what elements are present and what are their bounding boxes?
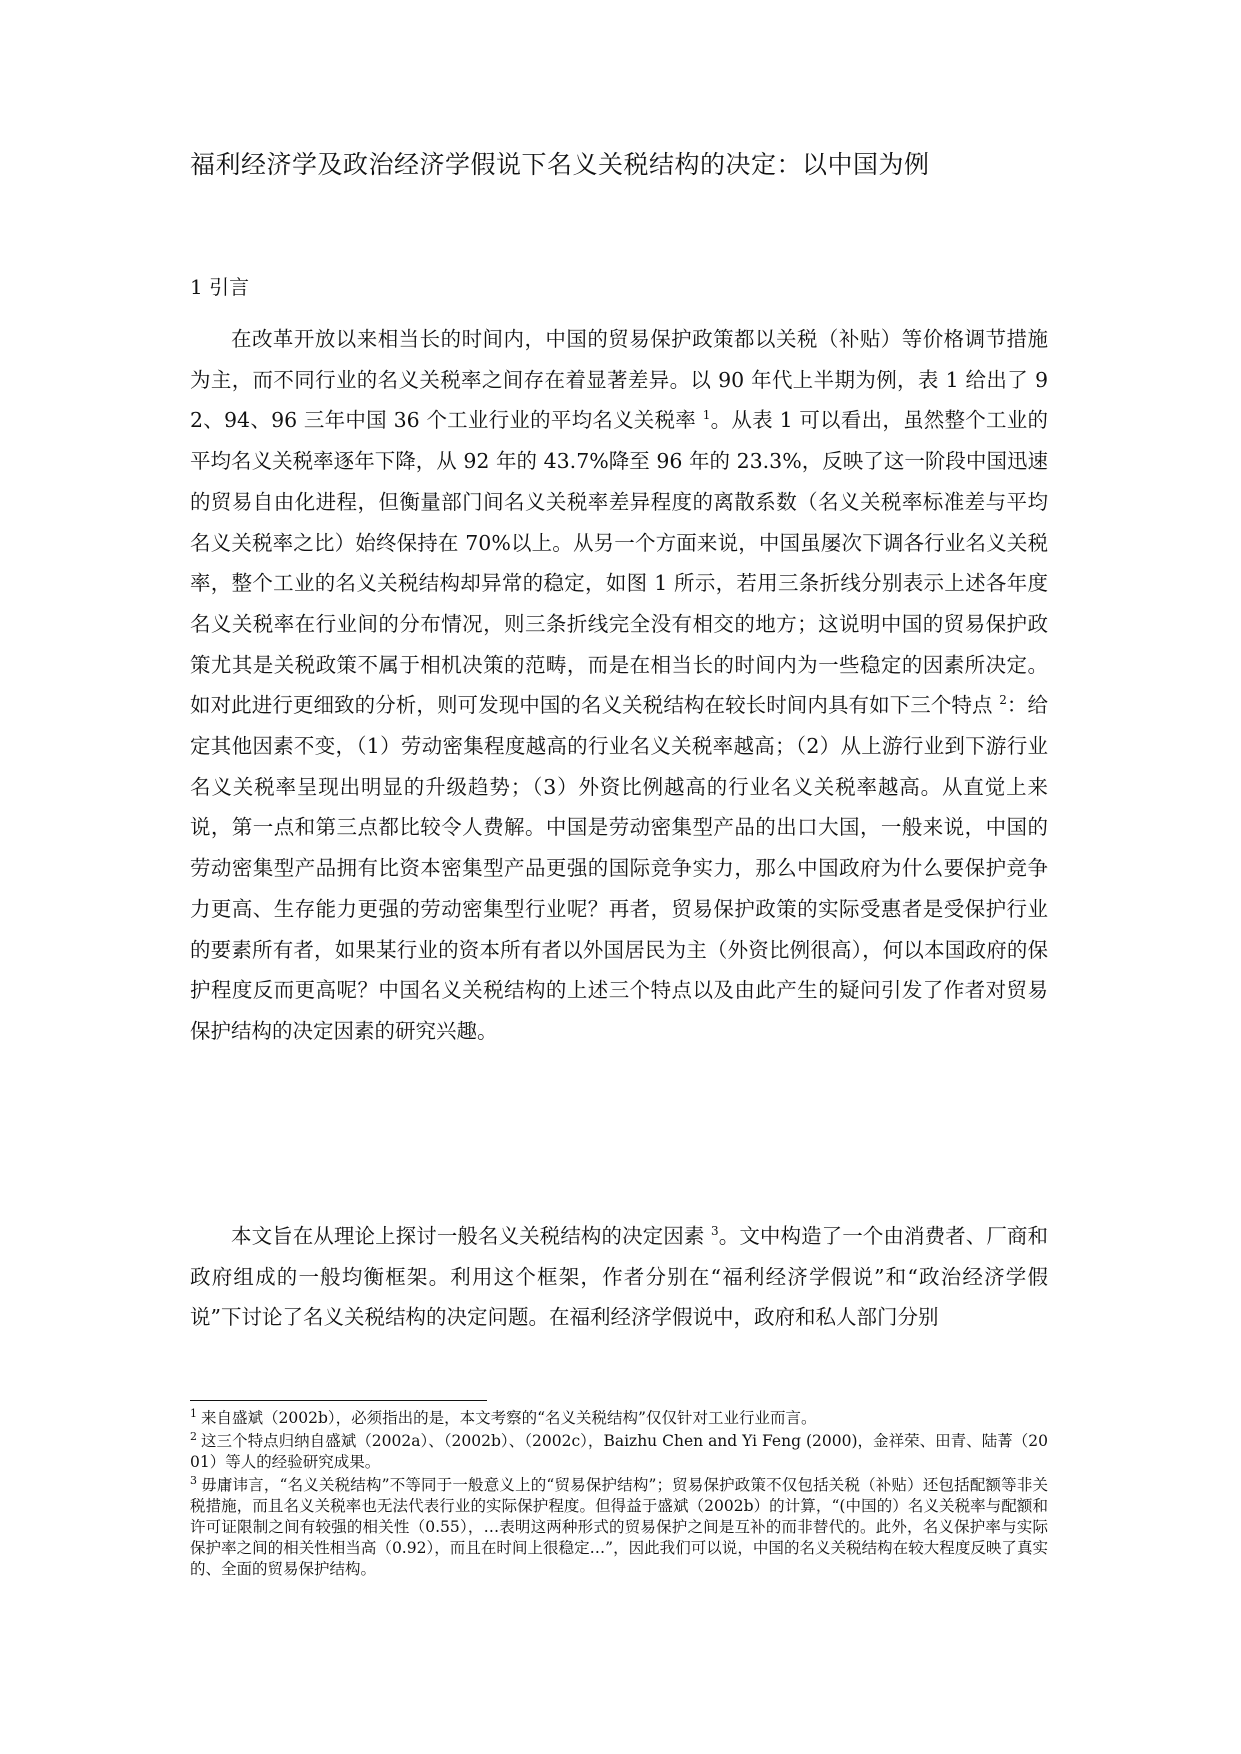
footnote-separator: [190, 1400, 487, 1401]
footnote-number: 2: [190, 1429, 197, 1443]
intro-paragraph-1: [190, 319, 1048, 1052]
paragraph-text: ：给定其他因素不变，（1）劳动密集程度越高的行业名义关税率越高；（2）从上游行业到下游行业名义关税率呈现出明显的升级趋势；（3）外资比例越高的行业名义关税率越高。从直觉上来说，第一点和第三点都比较令人费解。中国是劳动密集型产品的出口大国，一般来说，中国的劳动密集型产品拥有比资本密集型产品更强的国际竞争实力，那么中国政府为什么要保护竞争力更高、生存能力更强的劳动密集型行业呢？再者，贸易保护政策的实际受惠者是受保护行业的要素所有者，如果某行业的资本所有者以外国居民为主（外资比例很高），何以本国政府的保护程度反而更高呢？中国名义关税结构的上述三个特点以及由此产生的疑问引发了作者对贸易保护结构的决定因素的研究兴趣。: [190, 693, 1049, 1043]
intro-paragraph-2: [190, 1216, 1048, 1338]
section-heading: 1 引言: [190, 275, 250, 299]
paragraph-text: 。从表 1 可以看出，虽然整个工业的平均名义关税率逐年下降，从 92 年的 43.7%降至 96 年的 23.3%，反映了这一阶段中国迅速的贸易自由化进程，但衡量部门间名义关税率差异程度的离散系数（名义关税率标准差与平均名义关税率之比）始终保持在 70%以上。从另一个方面来说，中国虽屡次下调各行业名义关税率，整个工业的名义关税结构却异常的稳定，如图 1 所示，若用三条折线分别表示上述各年度名义关税率在行业间的分布情况，则三条折线完全没有相交的地方；这说明中国的贸易保护政策尤其是关税政策不属于相机决策的范畴，而是在相当长的时间内为一些稳定的因素所决定。如对此进行更细致的分析，则可发现中国的名义关税结构在较长时间内具有如下三个特点: [190, 408, 1048, 718]
footnote-number: 1: [190, 1406, 197, 1420]
footnote-text: 这三个特点归纳自盛斌（2002a）、（2002b）、（2002c），Baizhu Chen and Yi Feng (2000)，金祥荣、田青、陆菁（2001）等人的经验研究成果。: [190, 1432, 1048, 1471]
footnote-2: [190, 1431, 1048, 1473]
footnote-ref-2[interactable]: 2: [999, 693, 1007, 708]
footnotes: [190, 1408, 1048, 1582]
footnote-1: [190, 1408, 1048, 1429]
paragraph-text: 。文中构造了一个由消费者、厂商和政府组成的一般均衡框架。利用这个框架，作者分别在“福利经济学假说”和“政治经济学假说”下讨论了名义关税结构的决定问题。在福利经济学假说中，政府和私人部门分别: [190, 1224, 1049, 1330]
paragraph-text: 在改革开放以来相当长的时间内，中国的贸易保护政策都以关税（补贴）等价格调节措施为主，而不同行业的名义关税率之间存在着显著差异。以 90 年代上半期为例，表 1 给出了 92、94、96 三年中国 36 个工业行业的平均名义关税率: [190, 327, 1048, 433]
footnote-text: 来自盛斌（2002b），必须指出的是，本文考察的“名义关税结构”仅仅针对工业行业而言。: [201, 1409, 817, 1427]
footnote-3: [190, 1475, 1048, 1580]
footnote-number: 3: [190, 1473, 197, 1487]
footnote-ref-3[interactable]: 3: [711, 1224, 719, 1239]
paragraph-text: 本文旨在从理论上探讨一般名义关税结构的决定因素: [231, 1224, 712, 1248]
footnote-ref-1[interactable]: 1: [702, 408, 711, 423]
footnote-text: 毋庸讳言，“名义关税结构”不等同于一般意义上的“贸易保护结构”；贸易保护政策不仅包括关税（补贴）还包括配额等非关税措施，而且名义关税率也无法代表行业的实际保护程度。但得益于盛斌（2002b）的计算，“(中国的）名义关税率与配额和许可证限制之间有较强的相关性（0.55），…表明这两种形式的贸易保护之间是互补的而非替代的。此外，名义保护率与实际保护率之间的相关性相当高（0.92），而且在时间上很稳定…”，因此我们可以说，中国的名义关税结构在较大程度反映了真实的、全面的贸易保护结构。: [190, 1476, 1048, 1578]
paper-title: 福利经济学及政治经济学假说下名义关税结构的决定：以中国为例: [190, 150, 930, 179]
